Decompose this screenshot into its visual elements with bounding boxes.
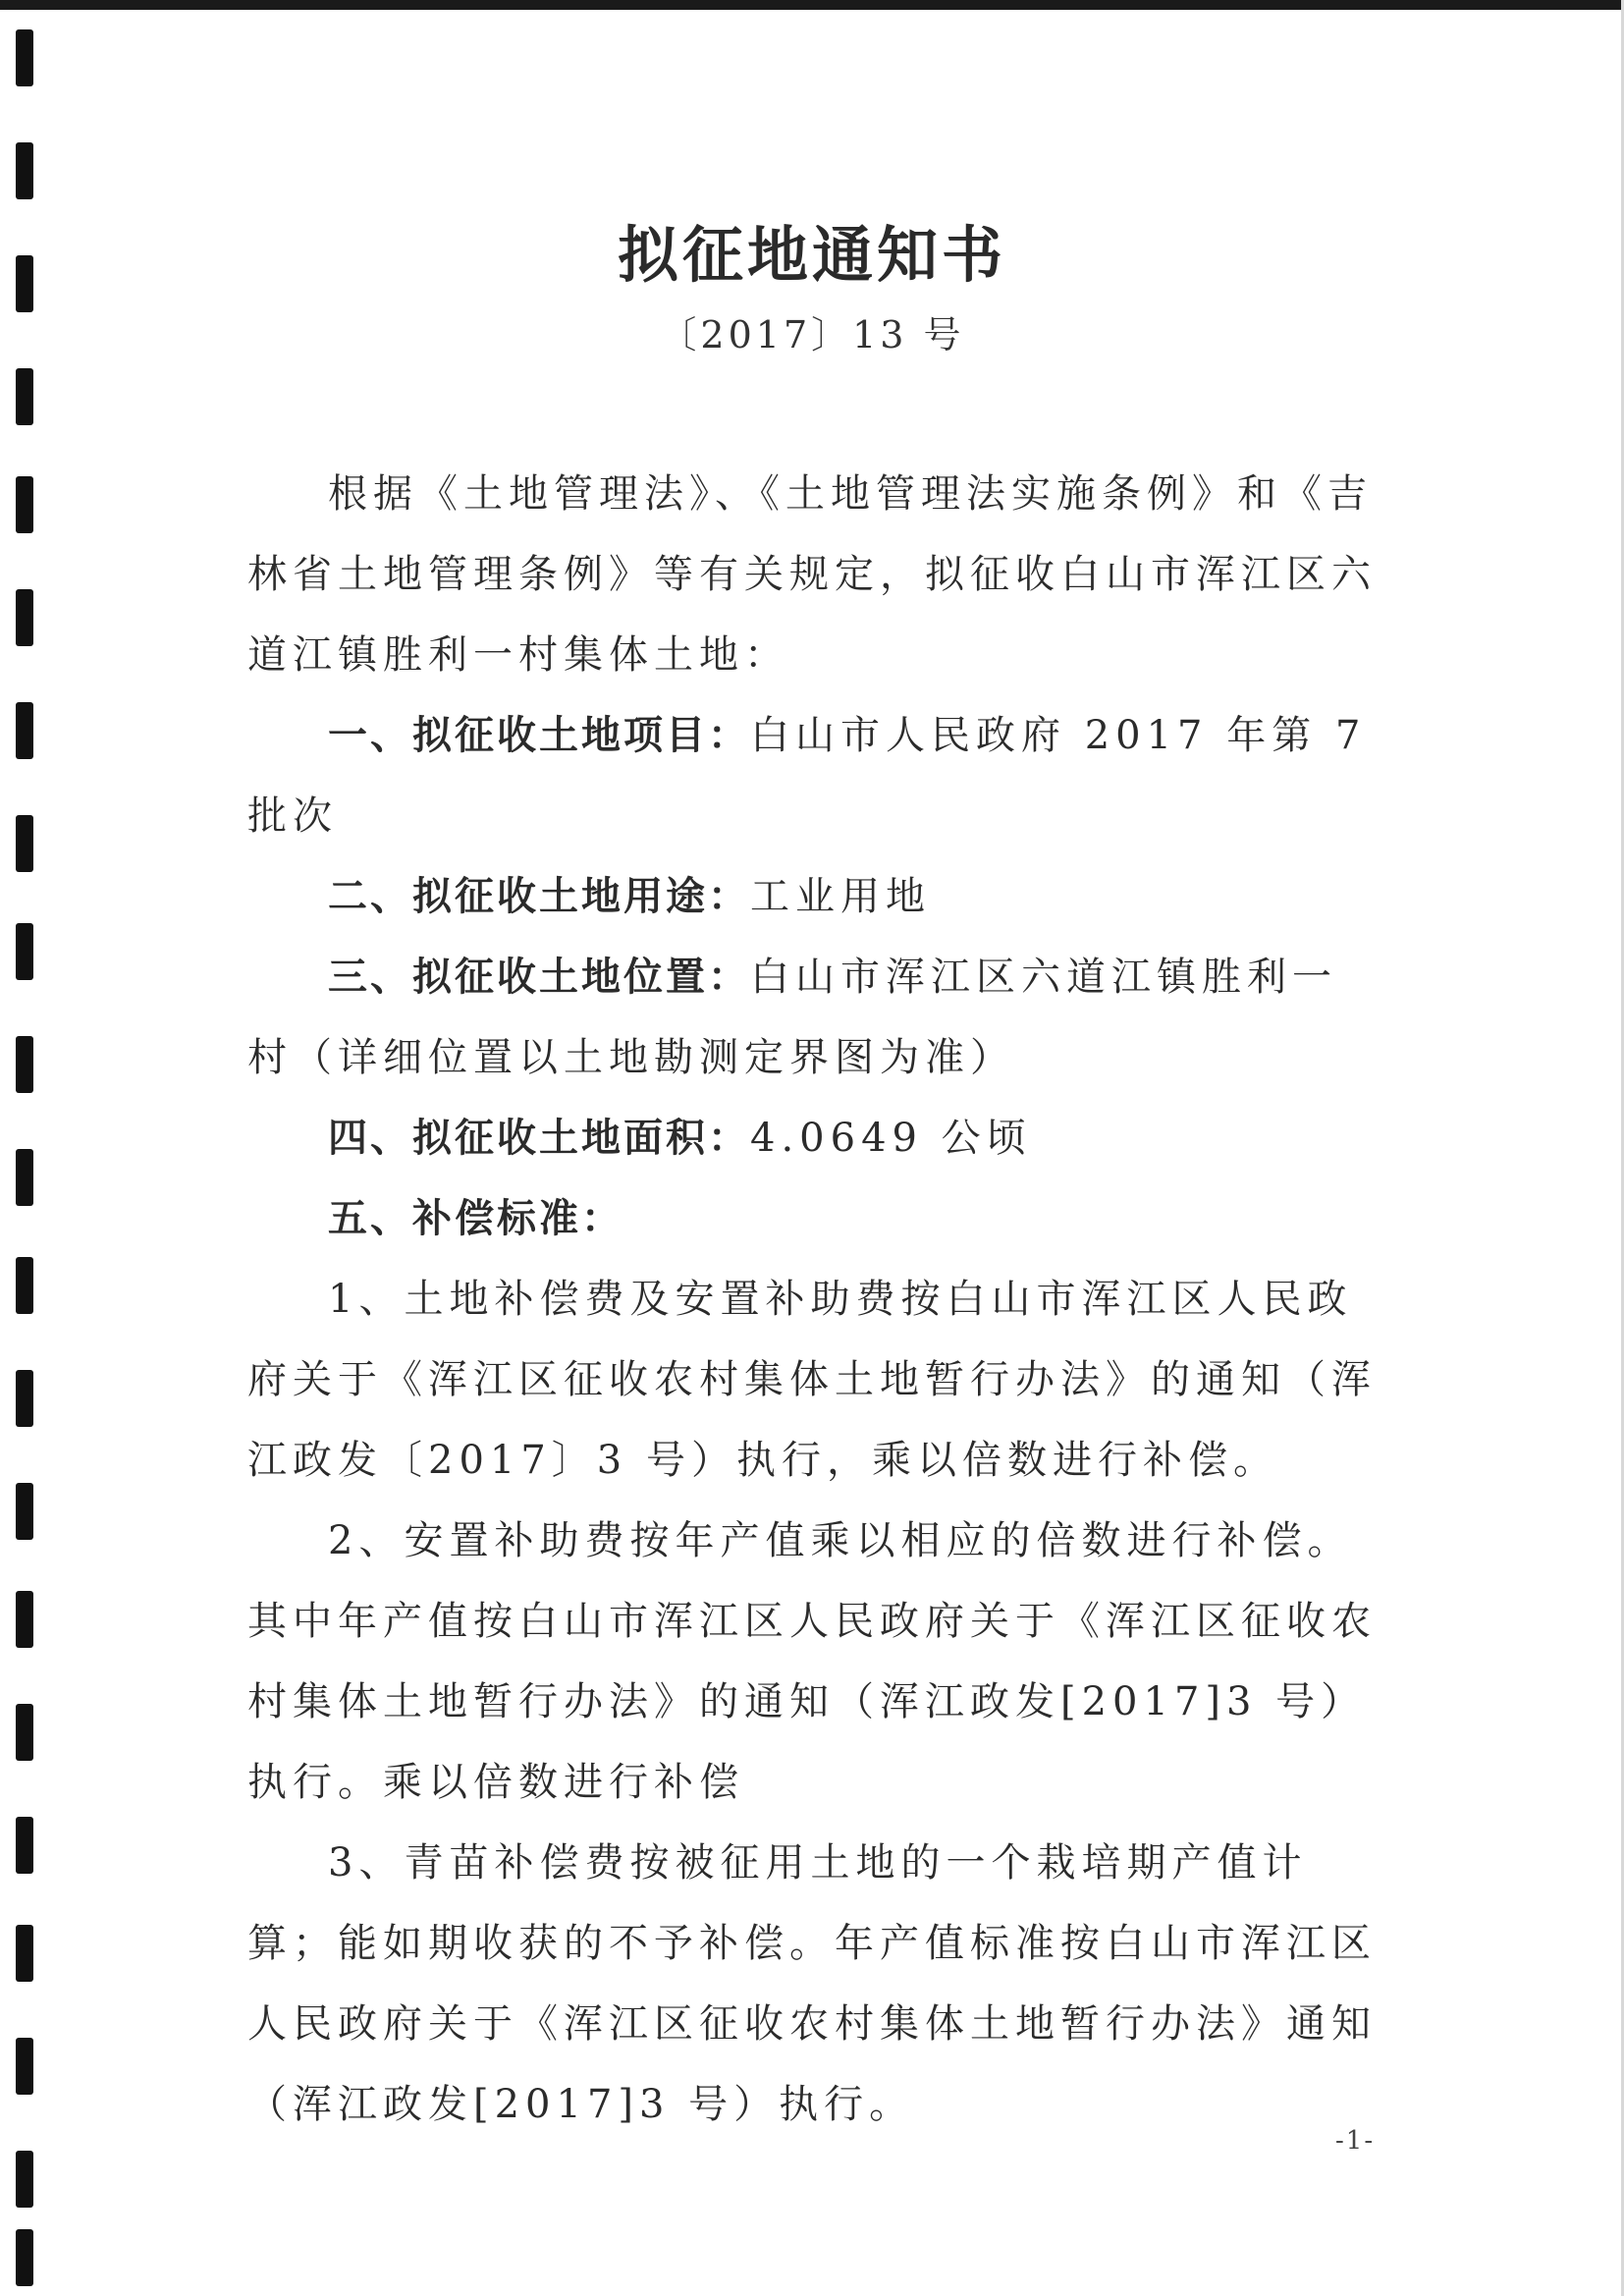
item-location <box>247 937 1377 1098</box>
document-number: 〔2017〕13 号 <box>659 313 965 356</box>
binding-hole <box>16 1257 33 1314</box>
item-value: 工业用地 <box>750 874 931 919</box>
document-body <box>247 454 1377 2145</box>
item-usage <box>247 856 1377 937</box>
item-project <box>247 695 1377 856</box>
binding-hole <box>16 923 33 980</box>
binding-hole <box>16 1591 33 1648</box>
binding-hole <box>16 1817 33 1874</box>
intro-paragraph: 根据《土地管理法》、《土地管理法实施条例》和《吉林省土地管理条例》等有关规定，拟征收白山市浑江区六道江镇胜利一村集体土地： <box>247 471 1377 678</box>
binding-hole <box>16 1925 33 1982</box>
binding-hole <box>16 1483 33 1540</box>
binding-hole <box>16 142 33 199</box>
item-label: 二、拟征收土地用途： <box>328 874 750 919</box>
page-number: -1- <box>1335 2126 1376 2156</box>
item-value: 白山市浑江区六道江镇胜利一村（详细位置以土地勘测定界图为准） <box>247 955 1337 1080</box>
scan-top-edge <box>0 0 1624 10</box>
item-label: 五、补偿标准： <box>328 1196 623 1241</box>
binding-hole <box>16 1704 33 1761</box>
item-label: 三、拟征收土地位置： <box>328 955 750 1000</box>
item-area <box>247 1098 1377 1178</box>
binding-hole <box>16 702 33 759</box>
item-compensation <box>247 1178 1377 1259</box>
binding-hole <box>16 29 33 86</box>
binding-hole <box>16 2038 33 2095</box>
item-label: 一、拟征收土地项目： <box>328 713 750 758</box>
binding-hole <box>16 2229 33 2286</box>
item-label: 四、拟征收土地面积： <box>328 1116 750 1161</box>
binding-hole <box>16 2151 33 2208</box>
binding-hole <box>16 1149 33 1206</box>
binding-hole <box>16 1036 33 1093</box>
item-value: 4.0649 公顷 <box>750 1116 1032 1161</box>
clause-2: 2、安置补助费按年产值乘以相应的倍数进行补偿。其中年产值按白山市浑江区人民政府关于《浑江区征收农村集体土地暂行办法》的通知（浑江政发[2017]3 号）执行。乘以倍数进行补偿 <box>247 1518 1377 1805</box>
binding-hole <box>16 476 33 533</box>
clause-1: 1、土地补偿费及安置补助费按白山市浑江区人民政府关于《浑江区征收农村集体土地暂行办法》的通知（浑江政发〔2017〕3 号）执行，乘以倍数进行补偿。 <box>247 1277 1377 1483</box>
item-value: 白山市人民政府 2017 年第 7 批次 <box>247 713 1367 839</box>
binding-hole <box>16 815 33 872</box>
binding-hole <box>16 368 33 425</box>
clause-3: 3、青苗补偿费按被征用土地的一个栽培期产值计算；能如期收获的不予补偿。年产值标准按白山市浑江区人民政府关于《浑江区征收农村集体土地暂行办法》通知（浑江政发[2017]3 号）执行。 <box>247 1840 1377 2127</box>
binding-hole <box>16 1370 33 1427</box>
binding-hole <box>16 589 33 646</box>
document-title: 拟征地通知书 <box>617 219 1006 291</box>
